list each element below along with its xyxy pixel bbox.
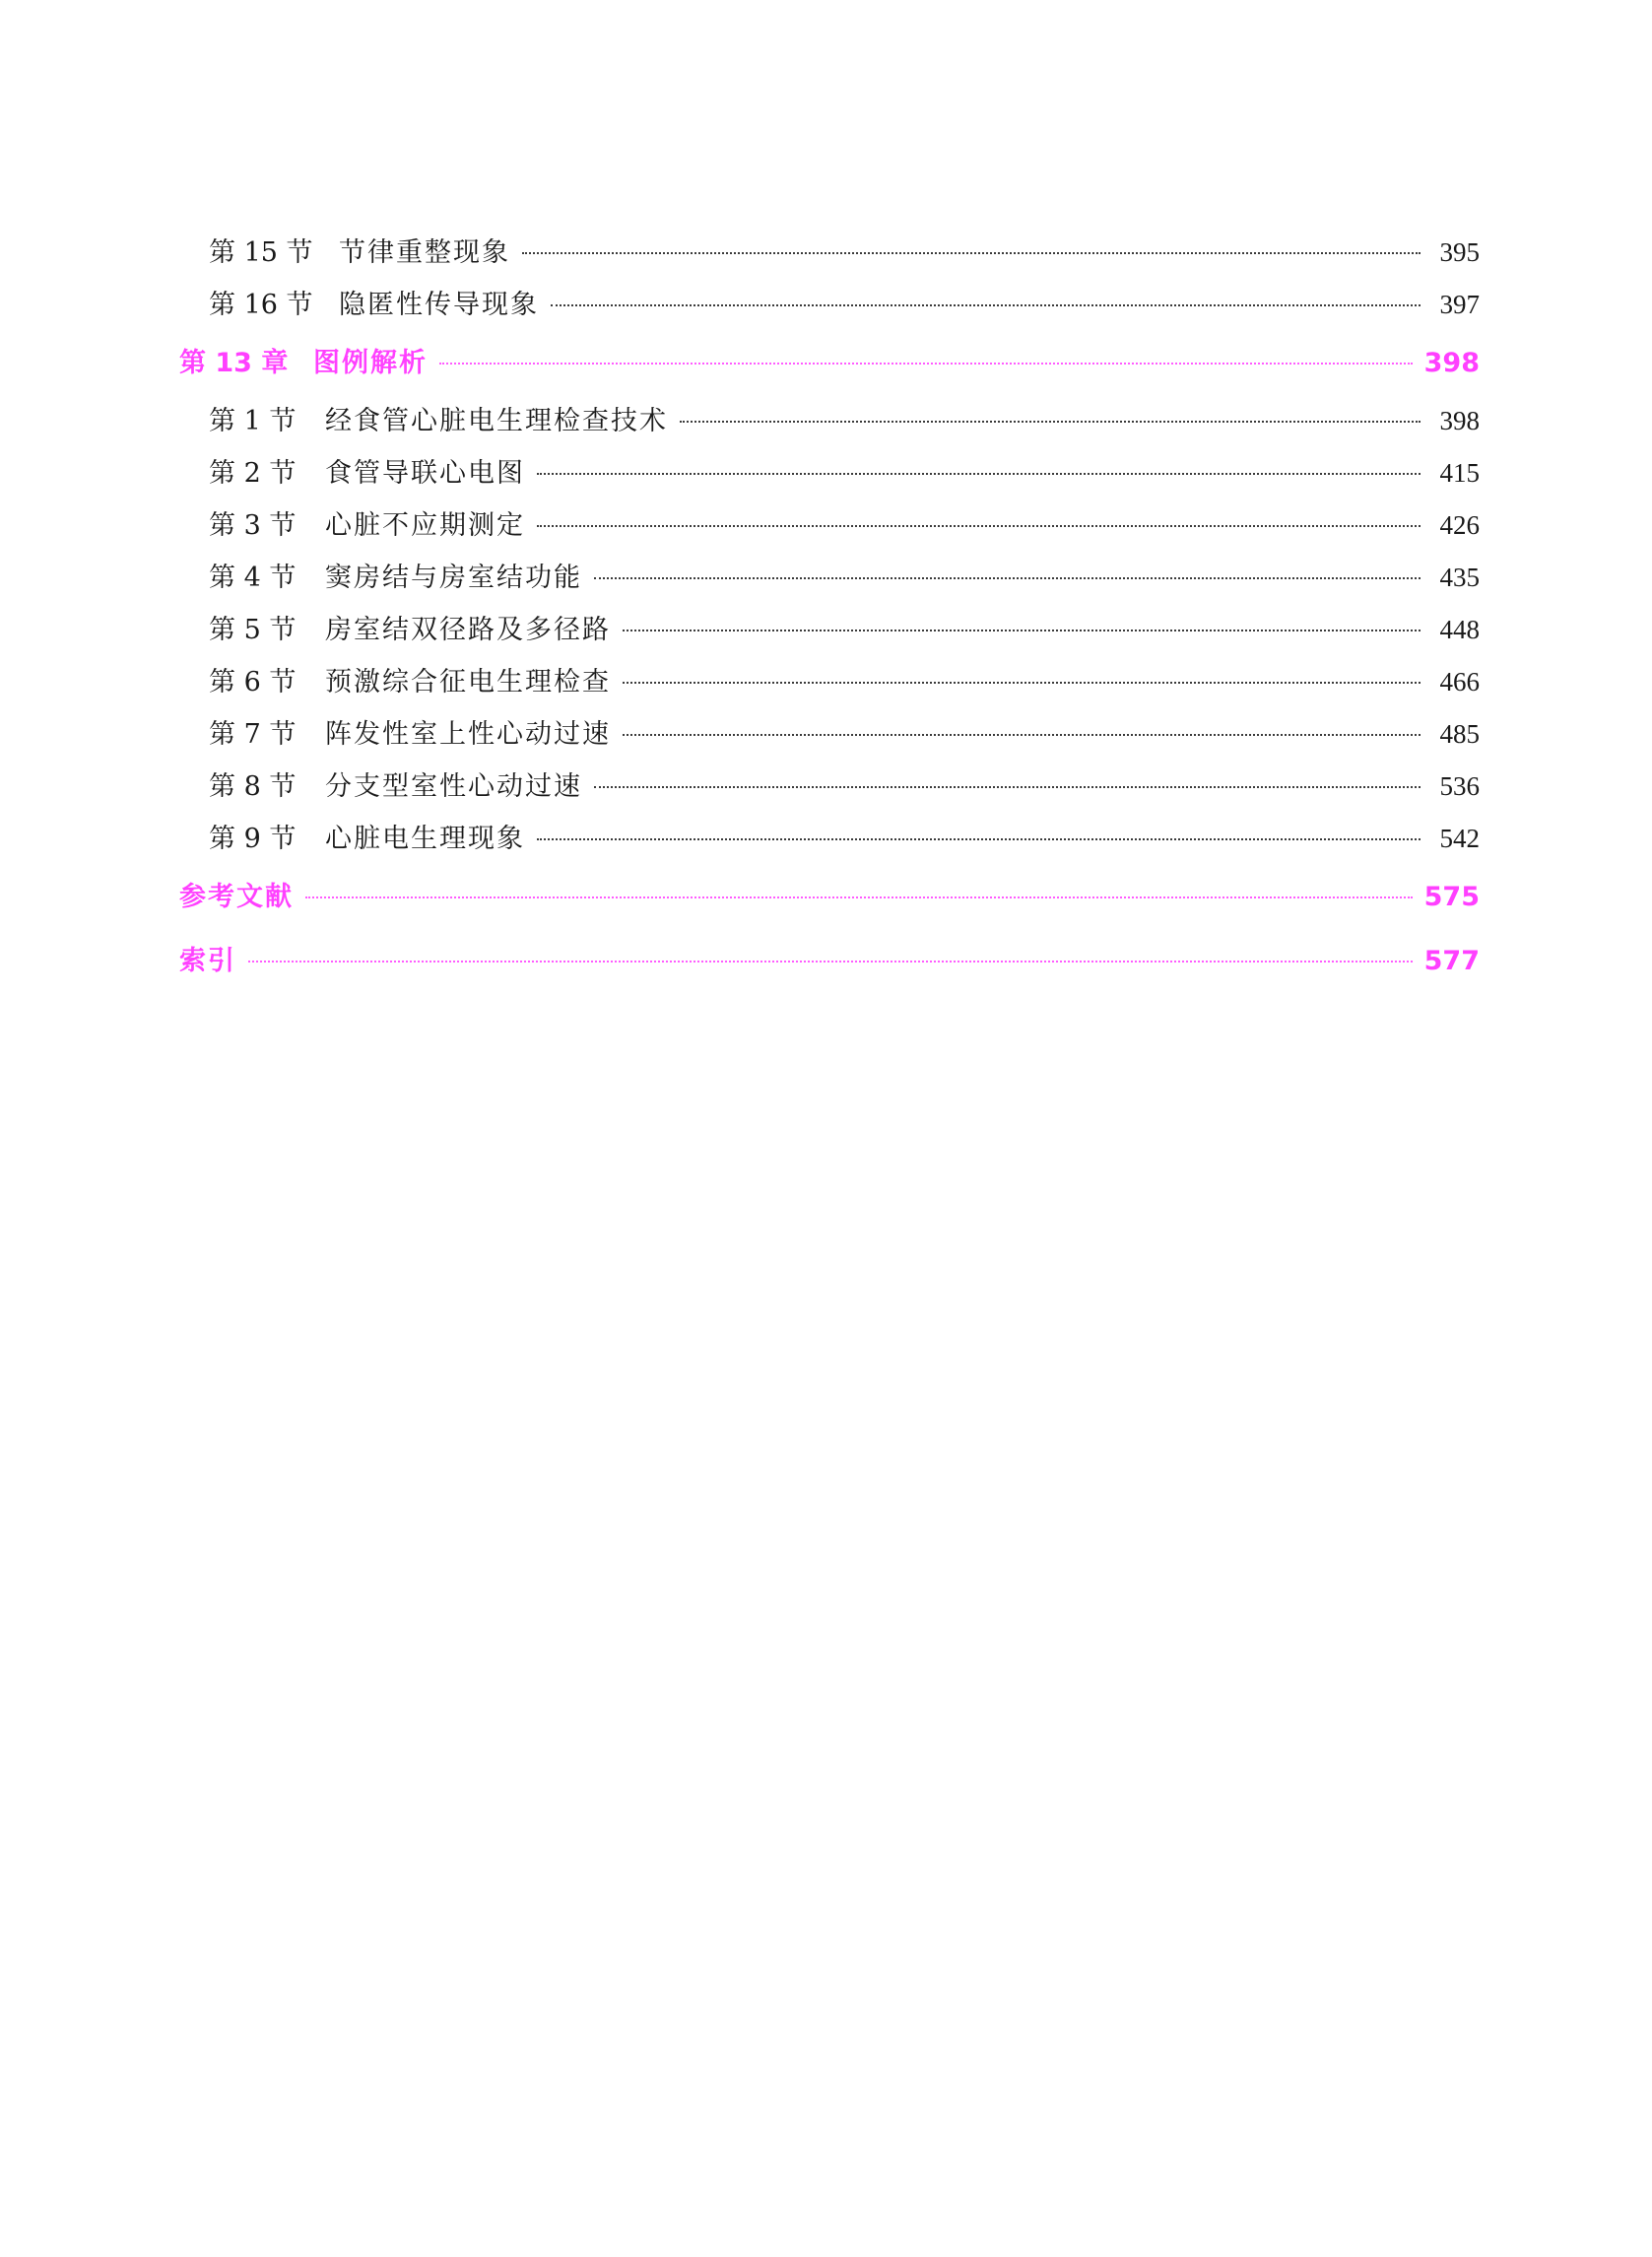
- toc-entry-page: 395: [1439, 237, 1480, 267]
- toc-entry-number: 第 16 节: [209, 290, 313, 320]
- toc-entry-page: 398: [1423, 348, 1480, 378]
- toc-entry-title: 参考文献: [179, 882, 294, 912]
- dot-leader: [623, 630, 1421, 631]
- toc-entry-page: 577: [1423, 946, 1480, 976]
- toc-entry-page: 485: [1439, 719, 1480, 749]
- toc-entry-number: 第 6 节: [209, 667, 297, 697]
- toc-entry-section-4[interactable]: [209, 556, 1480, 594]
- dot-leader: [537, 838, 1421, 840]
- toc-entry-page: 536: [1439, 771, 1480, 801]
- toc-entry-number: 第 4 节: [209, 563, 297, 593]
- toc-entry-section-1[interactable]: [209, 399, 1480, 437]
- toc-entry-section-7[interactable]: [209, 712, 1480, 751]
- toc-entry-page: 397: [1439, 290, 1480, 319]
- toc-entry-section-6[interactable]: [209, 660, 1480, 698]
- toc-entry-chapter-13[interactable]: [179, 341, 1480, 379]
- toc-entry-number: 第 7 节: [209, 719, 297, 750]
- dot-leader: [305, 896, 1413, 898]
- toc-entry-number: 第 15 节: [209, 237, 313, 268]
- toc-entry-number: 第 3 节: [209, 510, 297, 541]
- toc-entry-number: 第 9 节: [209, 824, 297, 854]
- dot-leader: [522, 252, 1421, 254]
- toc-entry-section-8[interactable]: [209, 764, 1480, 803]
- toc-entry-title: 分支型室性心动过速: [325, 771, 582, 802]
- toc-entry-page: 426: [1439, 510, 1480, 540]
- toc-entry-title: 食管导联心电图: [325, 458, 525, 489]
- toc-entry-number: 第 1 节: [209, 406, 297, 436]
- toc-entry-page: 398: [1439, 406, 1480, 435]
- toc-entry-section-9[interactable]: [209, 817, 1480, 855]
- toc-entry-section-3[interactable]: [209, 503, 1480, 542]
- toc-entry-number: 第 5 节: [209, 615, 297, 645]
- dot-leader: [623, 734, 1421, 736]
- toc-entry-title: 心脏不应期测定: [325, 510, 525, 541]
- toc-entry-references[interactable]: [179, 875, 1480, 913]
- toc-entry-section-16[interactable]: [209, 283, 1480, 321]
- toc-entry-section-5[interactable]: [209, 608, 1480, 646]
- dot-leader: [551, 304, 1421, 306]
- toc-entry-title: 预激综合征电生理检查: [325, 667, 611, 697]
- dot-leader: [680, 421, 1421, 423]
- toc-entry-title: 节律重整现象: [339, 237, 510, 268]
- toc-entry-page: 575: [1423, 882, 1480, 912]
- toc-entry-title: 窦房结与房室结功能: [325, 563, 582, 593]
- toc-entry-section-15[interactable]: [209, 231, 1480, 269]
- dot-leader: [248, 961, 1413, 963]
- toc-entry-number: 第 2 节: [209, 458, 297, 489]
- toc-entry-page: 435: [1439, 563, 1480, 592]
- toc-entry-index[interactable]: [179, 939, 1480, 977]
- toc-entry-title: 心脏电生理现象: [325, 824, 525, 854]
- toc-entry-page: 415: [1439, 458, 1480, 488]
- dot-leader: [594, 786, 1421, 788]
- toc-entry-number: 第 8 节: [209, 771, 297, 802]
- toc-entry-page: 466: [1439, 667, 1480, 697]
- toc-entry-title: 房室结双径路及多径路: [325, 615, 611, 645]
- dot-leader: [439, 363, 1413, 365]
- toc-entry-title: 阵发性室上性心动过速: [325, 719, 611, 750]
- toc-entry-number: 第 13 章: [179, 348, 289, 378]
- toc-entry-section-2[interactable]: [209, 451, 1480, 490]
- toc-entry-page: 542: [1439, 824, 1480, 853]
- dot-leader: [537, 473, 1421, 475]
- toc-entry-title: 经食管心脏电生理检查技术: [325, 406, 668, 436]
- dot-leader: [623, 682, 1421, 684]
- toc-entry-title: 图例解析: [313, 348, 428, 378]
- dot-leader: [594, 577, 1421, 579]
- dot-leader: [537, 525, 1421, 527]
- toc-entry-title: 隐匿性传导现象: [339, 290, 539, 320]
- toc-entry-page: 448: [1439, 615, 1480, 644]
- toc-entry-title: 索引: [179, 946, 236, 976]
